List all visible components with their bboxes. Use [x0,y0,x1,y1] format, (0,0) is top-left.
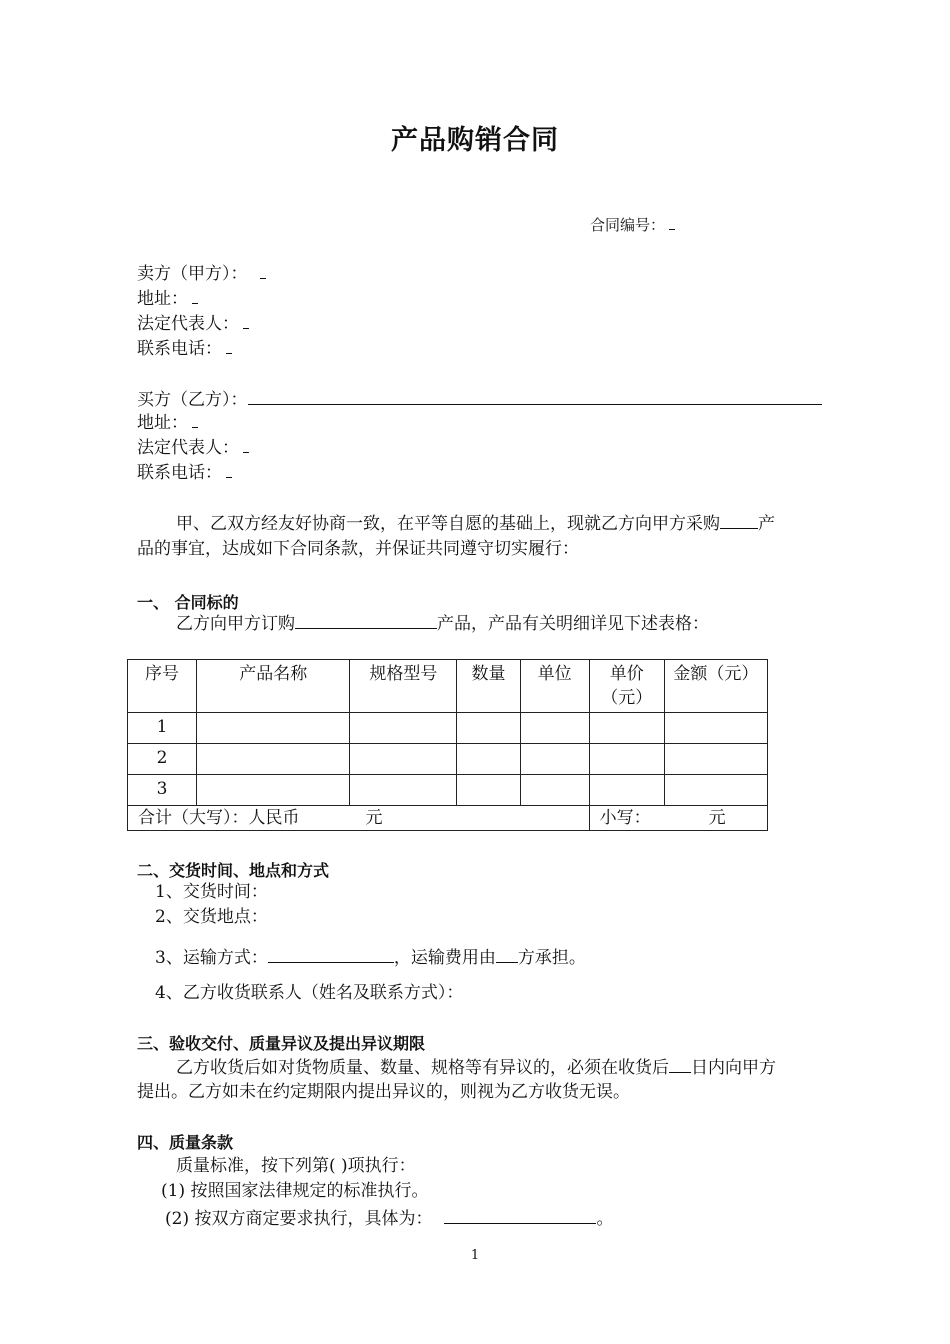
buyer-name: 买方（乙方）： [137,386,822,413]
row-number: 1 [128,713,197,744]
total-lower-cell[interactable]: 小写： 元 [589,806,767,831]
table-header-cell: 金额（元） [664,660,767,713]
section-3-line-1: 乙方收货后如对货物质量、数量、规格等有异议的，必须在收货后 日内向甲方 [176,1054,776,1081]
intro-line-2: 品的事宜，达成如下合同条款，并保证共同遵守切实履行： [137,539,579,559]
table-row [128,775,768,806]
section-3-line-2: 提出。乙方如未在约定期限内提出异议的，则视为乙方收货无误。 [137,1082,630,1102]
table-total-row [128,806,768,831]
table-header-row [128,660,768,713]
product-table [127,659,768,831]
seller-address-blank[interactable] [192,289,198,304]
table-cell[interactable] [520,744,589,775]
total-upper-cell[interactable]: 合计（大写）：人民币 元 [128,806,590,831]
section-1-product-blank[interactable] [295,610,437,629]
page-number: 1 [470,1248,480,1263]
table-row [128,713,768,744]
quality-option-2: (2) 按双方商定要求执行，具体为： 。 [165,1205,613,1232]
buyer-representative: 法定代表人： [137,436,249,461]
seller-representative: 法定代表人： [137,312,249,337]
contract-number-blank[interactable] [669,215,675,230]
table-row [128,744,768,775]
table-cell[interactable] [520,775,589,806]
table-cell[interactable] [197,775,350,806]
quality-option-1: (1) 按照国家法律规定的标准执行。 [161,1181,429,1201]
buyer-name-blank[interactable] [248,386,822,405]
section-1-heading: 一、 合同标的 [137,593,239,612]
table-header-cell: 单价（元） [589,660,664,713]
table-cell[interactable] [350,713,457,744]
table-cell[interactable] [457,713,520,744]
buyer-phone: 联系电话： [137,461,232,486]
seller-rep-blank[interactable] [243,314,249,329]
section-2-heading: 二、交货时间、地点和方式 [137,861,330,880]
table-header-cell: 数量 [457,660,520,713]
seller-name-blank[interactable] [260,264,266,279]
seller-phone-blank[interactable] [226,339,232,354]
table-cell[interactable] [664,744,767,775]
table-cell[interactable] [350,775,457,806]
buyer-phone-blank[interactable] [226,463,232,478]
table-cell[interactable] [664,775,767,806]
table-header-cell: 规格型号 [350,660,457,713]
table-header-cell: 单位 [520,660,589,713]
quality-requirements-blank[interactable] [444,1205,596,1224]
buyer-address-blank[interactable] [192,413,198,428]
buyer-rep-blank[interactable] [243,438,249,453]
table-cell[interactable] [520,713,589,744]
quality-standard-intro: 质量标准，按下列第( )项执行： [176,1156,416,1176]
receiving-contact: 4、乙方收货联系人（姓名及联系方式）： [155,983,464,1003]
table-cell[interactable] [457,775,520,806]
seller-phone: 联系电话： [137,337,232,362]
seller-name: 卖方（甲方）： [137,262,266,287]
table-cell[interactable] [589,775,664,806]
row-number: 2 [128,744,197,775]
contract-number: 合同编号： [590,214,675,235]
delivery-place: 2、交货地点： [155,907,268,927]
delivery-time: 1、交货时间： [155,882,268,902]
row-number: 3 [128,775,197,806]
table-header-cell: 产品名称 [197,660,350,713]
page-title: 产品购销合同 [391,125,559,156]
table-cell[interactable] [589,744,664,775]
table-cell[interactable] [457,744,520,775]
transport-method-blank[interactable] [268,944,394,963]
table-cell[interactable] [350,744,457,775]
table-cell[interactable] [197,713,350,744]
transport-method: 3、运输方式： ，运输费用由 方承担。 [155,944,586,971]
table-header-cell: 序号 [128,660,197,713]
transport-cost-party-blank[interactable] [496,944,518,963]
seller-address: 地址： [137,287,198,312]
intro-product-blank[interactable] [720,510,758,529]
table-cell[interactable] [197,744,350,775]
table-cell[interactable] [589,713,664,744]
section-1-text: 乙方向甲方订购 产品，产品有关明细详见下述表格： [176,610,709,637]
objection-days-blank[interactable] [669,1054,691,1073]
section-3-heading: 三、验收交付、质量异议及提出异议期限 [137,1034,426,1053]
section-4-heading: 四、质量条款 [137,1133,234,1152]
table-cell[interactable] [664,713,767,744]
buyer-address: 地址： [137,411,198,436]
intro-line-1: 甲、乙双方经友好协商一致，在平等自愿的基础上，现就乙方向甲方采购 产 [176,510,775,537]
